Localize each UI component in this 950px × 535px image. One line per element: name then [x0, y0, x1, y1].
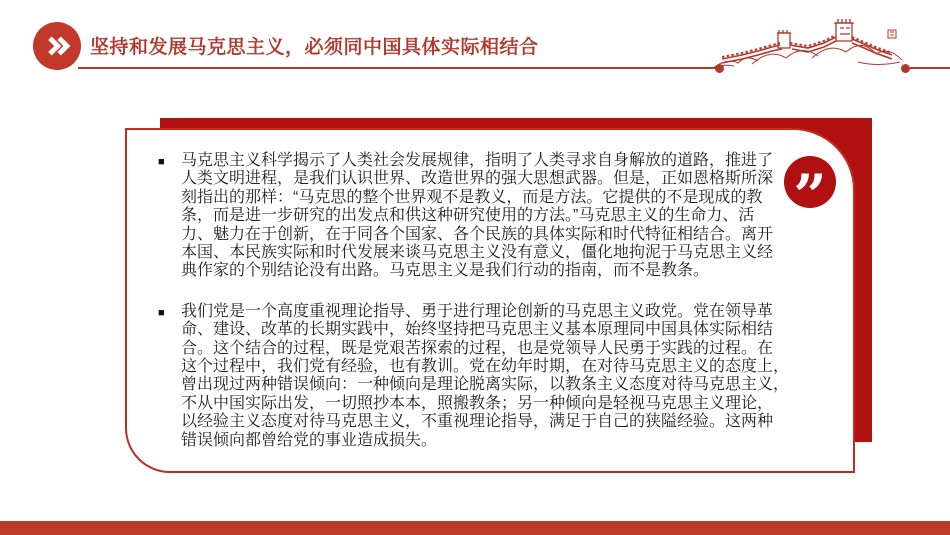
paragraph-lines: [181, 303, 818, 450]
great-wall-icon: [712, 16, 908, 70]
text-line: 我们党是一个高度重视理论指导、勇于进行理论创新的马克思主义政党。党在领导革: [181, 302, 774, 320]
body-text: [158, 152, 818, 450]
title-rule-left: [78, 67, 716, 69]
title-rule-right: [910, 67, 950, 69]
text-line: 以经验主义态度对待马克思主义，不重视理论指导，满足于自己的狭隘经验。这两种: [181, 413, 774, 431]
bullet-marker-icon: ■: [158, 306, 165, 319]
paragraph-lines: [181, 152, 818, 281]
text-line: 马克思主义科学揭示了人类社会发展规律，指明了人类寻求自身解放的道路，推进了: [181, 152, 774, 169]
text-line: 刻指出的那样：“马克思的整个世界观不是教义，而是方法。它提供的不是现成的教: [181, 188, 763, 206]
bullet-paragraph: [158, 152, 818, 281]
text-line: 典作家的个别结论没有出路。马克思主义是我们行动的指南，而不是教条。: [181, 262, 710, 280]
card-right-accent-bar: [855, 128, 872, 442]
text-line: 条，而是进一步研究的出发点和供这种研究使用的方法。”马克思主义的生命力、活: [181, 207, 755, 225]
text-line: 人类文明进程，是我们认识世界、改造世界的强大思想武器。但是，正如恩格斯所深: [181, 170, 774, 188]
text-line: 曾出现过两种错误倾向：一种倾向是理论脱离实际，以教条主义态度对待马克思主义，: [181, 376, 790, 394]
bullet-marker-icon: ■: [158, 156, 165, 168]
double-chevron-right-icon: [40, 29, 74, 63]
text-line: 不从中国实际出发，一切照抄本本，照搬教条；另一种倾向是轻视马克思主义理论，: [181, 394, 774, 412]
close-quote-icon: ”: [793, 162, 827, 230]
rule-dot-right: [901, 64, 910, 73]
text-line: 合。这个结合的过程，既是党艰苦探索的过程，也是党领导人民勇于实践的过程。在: [181, 339, 774, 357]
page-title: 坚持和发展马克思主义，必须同中国具体实际相结合: [90, 37, 539, 58]
footer-accent-bar: [0, 521, 950, 535]
card-top-accent-bar: [160, 118, 872, 128]
header-badge: [33, 22, 81, 70]
text-line: 命、建设、改革的长期实践中，始终坚持把马克思主义基本原理同中国具体实际相结: [181, 321, 774, 339]
text-line: 力、魅力在于创新，在于同各个国家、各个民族的具体实际和时代特征相结合。离开: [181, 225, 774, 243]
bullet-paragraph: [158, 303, 818, 450]
text-line: 本国、本民族实际和时代发展来谈马克思主义没有意义，僵化地拘泥于马克思主义经: [181, 244, 774, 262]
text-line: 错误倾向都曾给党的事业造成损失。: [181, 431, 438, 449]
text-line: 这个过程中，我们党有经验，也有教训。党在幼年时期，在对待马克思主义的态度上，: [181, 358, 790, 376]
